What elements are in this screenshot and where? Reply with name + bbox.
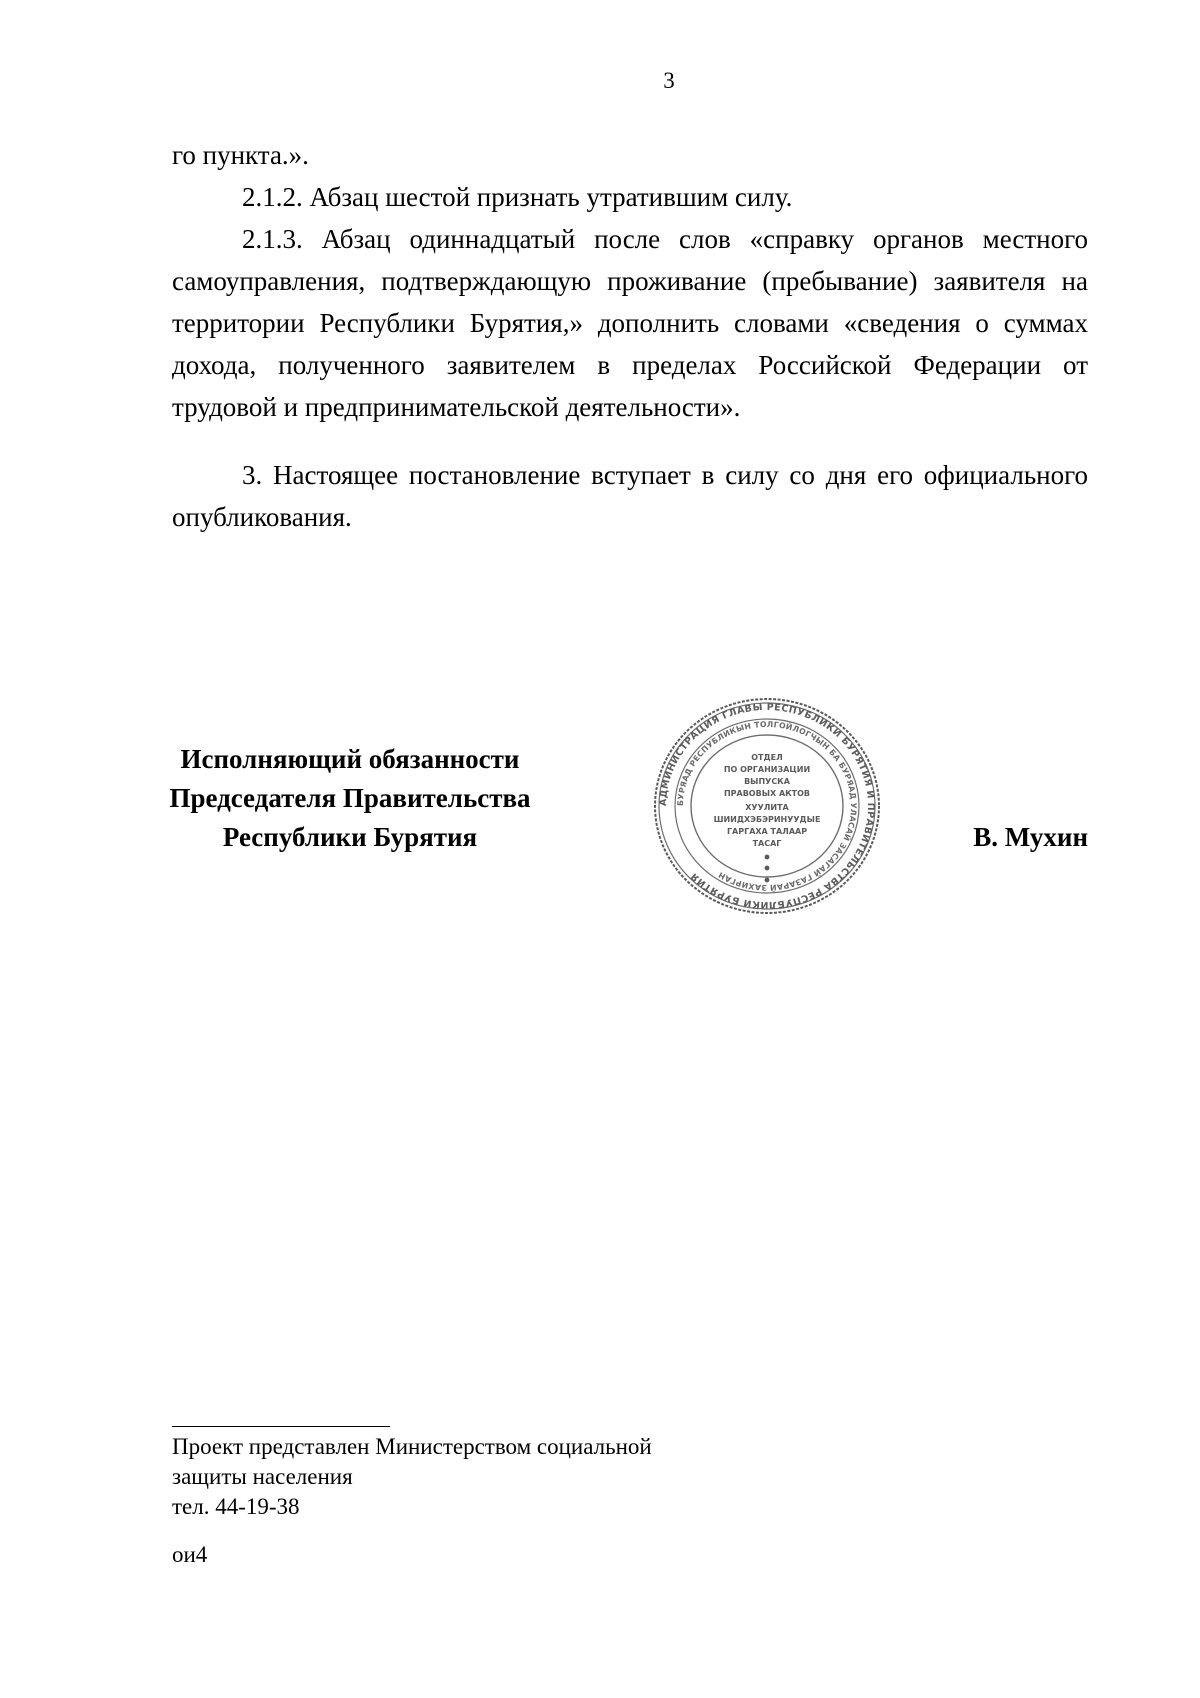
paragraph-continuation: го пункта.». — [172, 140, 309, 170]
footnote-divider — [172, 1426, 390, 1427]
seal-center-line: ВЫПУСКА — [744, 777, 790, 786]
footnote-line: тел. 44-19-38 — [172, 1494, 300, 1519]
page-number: 3 — [663, 68, 675, 93]
signatory-position — [150, 740, 550, 857]
seal-dot-mark — [765, 855, 770, 860]
signer-name: В. Мухин — [973, 822, 1088, 852]
document-code: ои4 — [172, 1542, 208, 1567]
signatory-position-line: Республики Бурятия — [222, 822, 478, 852]
document-body — [172, 134, 1088, 538]
seal-outer-text: АДМИНИСТРАЦИЯ ГЛАВЫ РЕСПУБЛИКИ БУРЯТИЯ И ПРАВИТЕЛЬСТВА РЕСПУБЛИКИ БУРЯТИЯ — [657, 701, 877, 911]
footnote-line: защиты населения — [172, 1464, 353, 1489]
footnote — [172, 1432, 652, 1522]
official-seal — [650, 694, 884, 918]
paragraph-3: 3. Настоящее постановление вступает в силу со дня его официального опубликования. — [172, 460, 1088, 532]
seal-center-line: ПО ОРГАНИЗАЦИИ — [723, 765, 811, 774]
seal-dot-mark — [765, 878, 770, 883]
footnote-line: Проект представлен Министерством социальной — [172, 1434, 652, 1459]
paragraph-2-1-3: 2.1.3. Абзац одиннадцатый после слов «справку органов местного самоуправления, подтверждающую проживание (пребывание) заявителя на территории Республики Бурятия,» дополнить словами «сведения о суммах дохода, полученного заявителем в пределах Российской Федерации от трудовой и предпринимательской деятельности». — [172, 224, 1088, 422]
seal-center-line: ОТДЕЛ — [751, 753, 783, 762]
seal-inner-text: БУРЯАД РЕСПУБЛИКЫН ТОЛГОЙЛОГЧЫН БА БУРЯАД УЛАСАЙ ЗАСАГАЙ ГАЗАРАЙ ЗАХИРГАН — [675, 719, 859, 893]
seal-center-line: ГАРГАХА ТАЛААР — [726, 827, 808, 836]
seal-dot-mark — [765, 866, 770, 871]
seal-center-line: ТАСАГ — [752, 839, 782, 848]
paragraph-2-1-2: 2.1.2. Абзац шестой признать утратившим силу. — [242, 182, 793, 212]
signatory-position-line: Исполняющий обязанности — [180, 744, 520, 774]
seal-center-line: ХУУЛИТА — [745, 803, 789, 812]
seal-center-line: ШИИДХЭБЭРИНУУДЫЕ — [713, 815, 821, 824]
seal-center-line: ПРАВОВЫХ АКТОВ — [723, 789, 811, 798]
signatory-position-line: Председателя Правительства — [169, 783, 531, 813]
